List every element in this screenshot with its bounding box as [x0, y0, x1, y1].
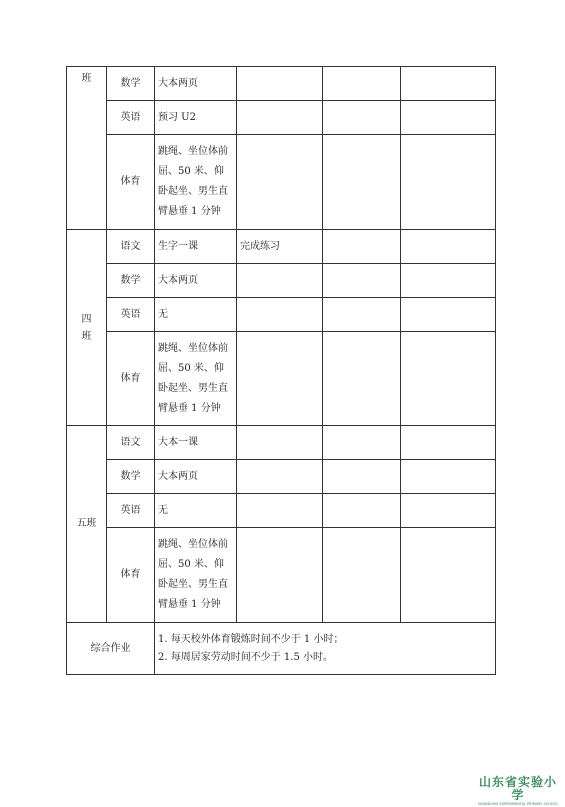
summary-line: 2. 每周居家劳动时间不少于 1.5 小时。: [158, 651, 333, 663]
school-logo-english: SHANDONG EXPERIMENTAL PRIMARY SCHOOL: [477, 802, 559, 806]
homework-cell: [237, 426, 323, 460]
homework-cell: [401, 298, 496, 332]
homework-cell: [323, 230, 401, 264]
table-row: [67, 135, 496, 230]
homework-content-cell: 预习 U2: [155, 101, 237, 135]
homework-cell: [237, 264, 323, 298]
homework-cell: [323, 426, 401, 460]
homework-content-cell: 跳绳、坐位体前屈、50 米、仰卧起坐、男生直臂悬垂 1 分钟: [155, 528, 237, 623]
class-name-cell: 班: [67, 67, 107, 230]
summary-line: 1. 每天校外体育锻炼时间不少于 1 小时；: [158, 633, 344, 645]
table-row: [67, 332, 496, 426]
table-row: [67, 460, 496, 494]
class-name-cell: 五班: [67, 426, 107, 623]
homework-content-cell: 大本两页: [155, 67, 237, 101]
school-logo: [473, 776, 563, 807]
subject-cell: 语文: [107, 426, 155, 460]
homework-content-cell: 生字一课: [155, 230, 237, 264]
homework-cell: [237, 332, 323, 426]
homework-content-cell: 大本一课: [155, 426, 237, 460]
subject-cell: 体育: [107, 135, 155, 230]
homework-cell: [401, 135, 496, 230]
homework-cell: [323, 101, 401, 135]
homework-content-cell: 无: [155, 494, 237, 528]
homework-cell: [237, 528, 323, 623]
table-row: [67, 67, 496, 101]
homework-cell: [401, 494, 496, 528]
table-row: [67, 298, 496, 332]
subject-cell: 语文: [107, 230, 155, 264]
homework-cell: [323, 494, 401, 528]
table-row: [67, 528, 496, 623]
homework-cell: [323, 298, 401, 332]
homework-cell: [323, 332, 401, 426]
subject-cell: 体育: [107, 528, 155, 623]
homework-cell: 完成练习: [237, 230, 323, 264]
homework-cell: [401, 264, 496, 298]
homework-content-cell: 跳绳、坐位体前屈、50 米、仰卧起坐、男生直臂悬垂 1 分钟: [155, 332, 237, 426]
homework-cell: [323, 528, 401, 623]
subject-cell: 英语: [107, 298, 155, 332]
subject-cell: 体育: [107, 332, 155, 426]
summary-row: [67, 623, 496, 675]
homework-cell: [237, 494, 323, 528]
subject-cell: 英语: [107, 494, 155, 528]
homework-table: [66, 66, 496, 675]
school-logo-chinese: 山东省实验小学: [478, 775, 557, 802]
homework-cell: [401, 426, 496, 460]
homework-cell: [323, 264, 401, 298]
subject-cell: 数学: [107, 67, 155, 101]
summary-content: [155, 623, 496, 675]
homework-cell: [237, 135, 323, 230]
homework-cell: [401, 67, 496, 101]
homework-content-cell: 无: [155, 298, 237, 332]
homework-cell: [237, 298, 323, 332]
class-name-cell: 四 班: [67, 230, 107, 426]
table-row: [67, 230, 496, 264]
summary-label: 综合作业: [67, 623, 155, 675]
homework-cell: [323, 67, 401, 101]
homework-content-cell: 跳绳、坐位体前屈、50 米、仰卧起坐、男生直臂悬垂 1 分钟: [155, 135, 237, 230]
subject-cell: 英语: [107, 101, 155, 135]
homework-cell: [237, 67, 323, 101]
homework-cell: [237, 101, 323, 135]
homework-cell: [401, 101, 496, 135]
table-row: [67, 264, 496, 298]
subject-cell: 数学: [107, 264, 155, 298]
homework-cell: [401, 230, 496, 264]
table-row: [67, 494, 496, 528]
homework-cell: [323, 135, 401, 230]
homework-cell: [401, 332, 496, 426]
homework-cell: [237, 460, 323, 494]
homework-cell: [323, 460, 401, 494]
homework-cell: [401, 460, 496, 494]
table-row: [67, 101, 496, 135]
homework-content-cell: 大本两页: [155, 264, 237, 298]
table-row: [67, 426, 496, 460]
homework-cell: [401, 528, 496, 623]
subject-cell: 数学: [107, 460, 155, 494]
homework-content-cell: 大本两页: [155, 460, 237, 494]
